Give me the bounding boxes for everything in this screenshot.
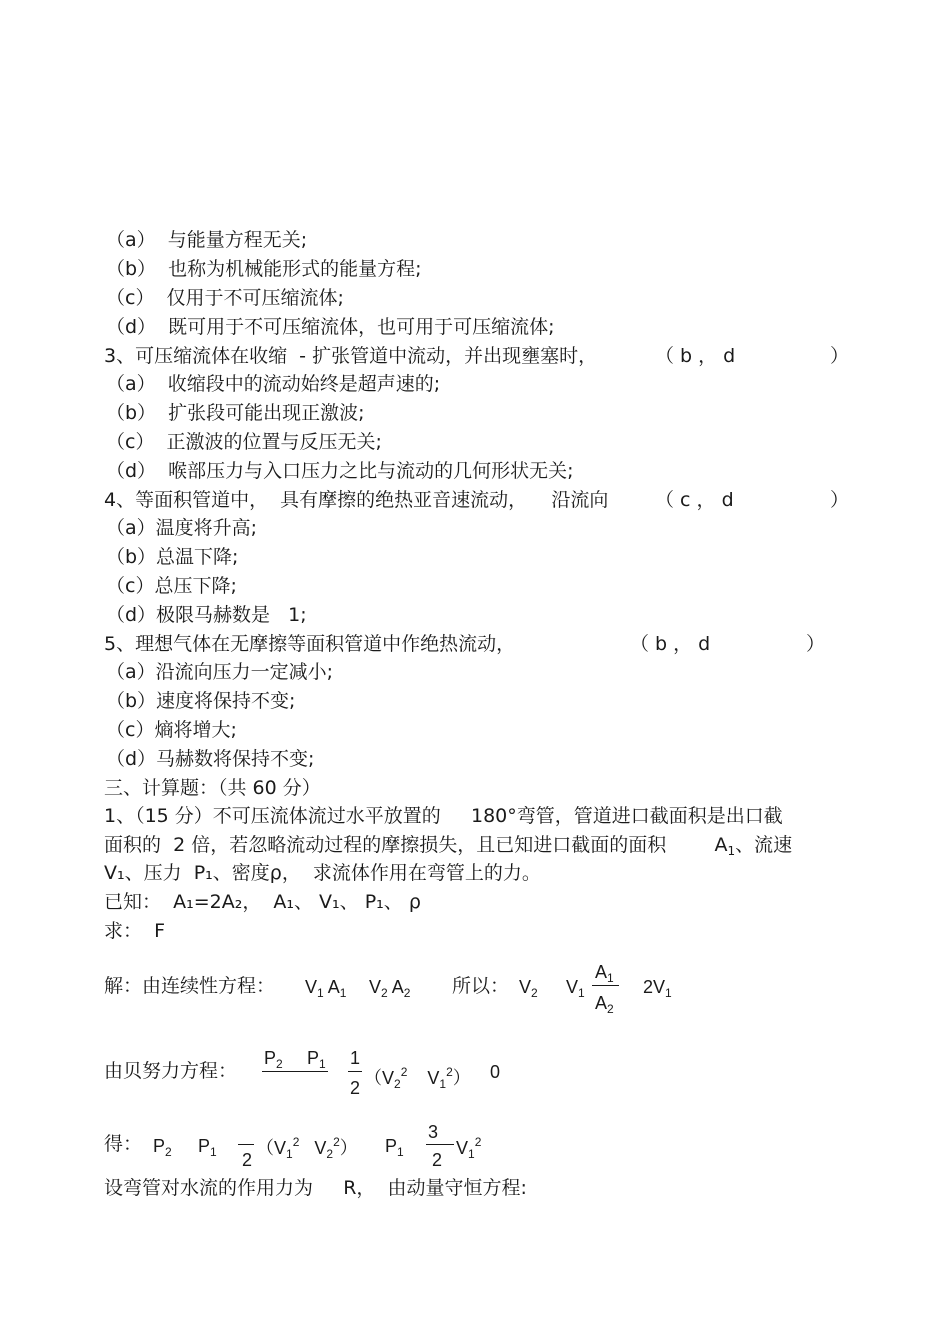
eq-P1: $P_1$	[385, 1136, 404, 1159]
eq-frac-num-A1: $A_1$	[595, 962, 614, 985]
q3-option-d: （d） 喉部压力与入口压力之比与流动的几何形状无关;	[106, 460, 574, 482]
eq-half-den: 2	[350, 1078, 361, 1098]
q3-option-b: （b） 扩张段可能出现正激波;	[106, 402, 365, 424]
eq-P1: $P_1$	[307, 1048, 326, 1071]
q2-option-a: （a） 与能量方程无关;	[106, 229, 308, 251]
eq-P1: $P_1$	[198, 1136, 217, 1159]
eq-V2: $V_2$	[519, 977, 538, 1000]
q4-answer: （ c ， d	[655, 489, 734, 511]
q2-option-d: （d） 既可用于不可压缩流体，也可用于可压缩流体;	[106, 316, 555, 338]
fraction-bar	[592, 985, 619, 986]
q3-stem: 3、可压缩流体在收缩 - 扩张管道中流动，并出现壅塞时，	[104, 345, 598, 367]
problem-text-line3: V₁、压力 P₁、密度ρ， 求流体作用在弯管上的力。	[104, 862, 541, 884]
q3-answer: （ b ， d	[655, 345, 736, 367]
problem-text-line1: 1、（15 分）不可压流体流过水平放置的 180°弯管，管道进口截面积是出口截	[104, 805, 783, 827]
eq-half-num: 1	[350, 1048, 361, 1068]
q3-option-a: （a） 收缩段中的流动始终是超声速的;	[106, 373, 441, 395]
find-target: 求： F	[104, 920, 166, 942]
q4-option-c: （c）总压下降;	[106, 575, 237, 597]
q2-option-b: （b） 也称为机械能形式的能量方程;	[106, 258, 422, 280]
fraction-bar	[426, 1144, 454, 1145]
q5-answer: （ b ， d	[630, 633, 711, 655]
eq-bernoulli-bracket: （$V_2^2$ $V_1^2$）	[364, 1065, 471, 1091]
q4-answer-close: ）	[830, 489, 850, 511]
q4-option-d: （d）极限马赫数是 1;	[106, 604, 307, 626]
eq-result-bracket: （$V_1^2$ $V_2^2$）	[256, 1135, 358, 1161]
eq-P2: $P_2$	[153, 1136, 172, 1159]
solution-therefore-label: 所以：	[452, 975, 510, 997]
fraction-bar	[348, 1071, 362, 1072]
eq-P2: $P_2$	[264, 1048, 283, 1071]
eq-frac-den-A2: $A_2$	[595, 993, 614, 1016]
q4-option-b: （b）总温下降;	[106, 546, 239, 568]
eq-zero: 0	[490, 1062, 501, 1082]
fraction-bar	[262, 1071, 328, 1072]
section-heading: 三、计算题：（共 60 分）	[104, 777, 321, 799]
eq-2V1: $2V_1$	[643, 977, 672, 1000]
momentum-intro: 设弯管对水流的作用力为 R， 由动量守恒方程:	[104, 1177, 527, 1199]
q5-option-d: （d）马赫数将保持不变;	[106, 748, 315, 770]
eq-three-halves-num: 3	[428, 1122, 439, 1142]
q5-option-b: （b）速度将保持不变;	[106, 690, 296, 712]
q2-option-c: （c） 仅用于不可压缩流体;	[106, 287, 344, 309]
q3-answer-close: ）	[830, 345, 850, 367]
q5-option-a: （a）沿流向压力一定减小;	[106, 661, 334, 683]
q4-option-a: （a）温度将升高;	[106, 517, 258, 539]
eq-three-halves-den: 2	[432, 1150, 443, 1170]
q4-stem: 4、等面积管道中， 具有摩擦的绝热亚音速流动， 沿流向	[104, 489, 609, 511]
problem-text-line2: 面积的 2 倍，若忽略流动过程的摩擦损失，且已知进口截面的面积 $A_1$、流速	[104, 834, 793, 858]
q5-stem: 5、理想气体在无摩擦等面积管道中作绝热流动，	[104, 633, 516, 655]
solution-continuity-label: 解：由连续性方程：	[104, 975, 276, 997]
eq-V1: $V_1$	[566, 977, 585, 1000]
known-values: 已知： A₁=2A₂， A₁、 V₁、 P₁、 ρ	[104, 891, 421, 913]
q5-answer-close: ）	[806, 633, 826, 655]
eq-half-den: 2	[242, 1150, 253, 1170]
solution-result-label: 得：	[104, 1133, 143, 1155]
eq-V1-squared: $V_1^2$	[456, 1135, 482, 1161]
solution-bernoulli-label: 由贝努力方程：	[104, 1060, 238, 1082]
fraction-bar	[238, 1144, 254, 1145]
eq-V1A1: $V_1$ $A_1$	[305, 977, 347, 1000]
eq-V2A2: $V_2$ $A_2$	[369, 977, 411, 1000]
q3-option-c: （c） 正激波的位置与反压无关;	[106, 431, 382, 453]
q5-option-c: （c）熵将增大;	[106, 719, 237, 741]
